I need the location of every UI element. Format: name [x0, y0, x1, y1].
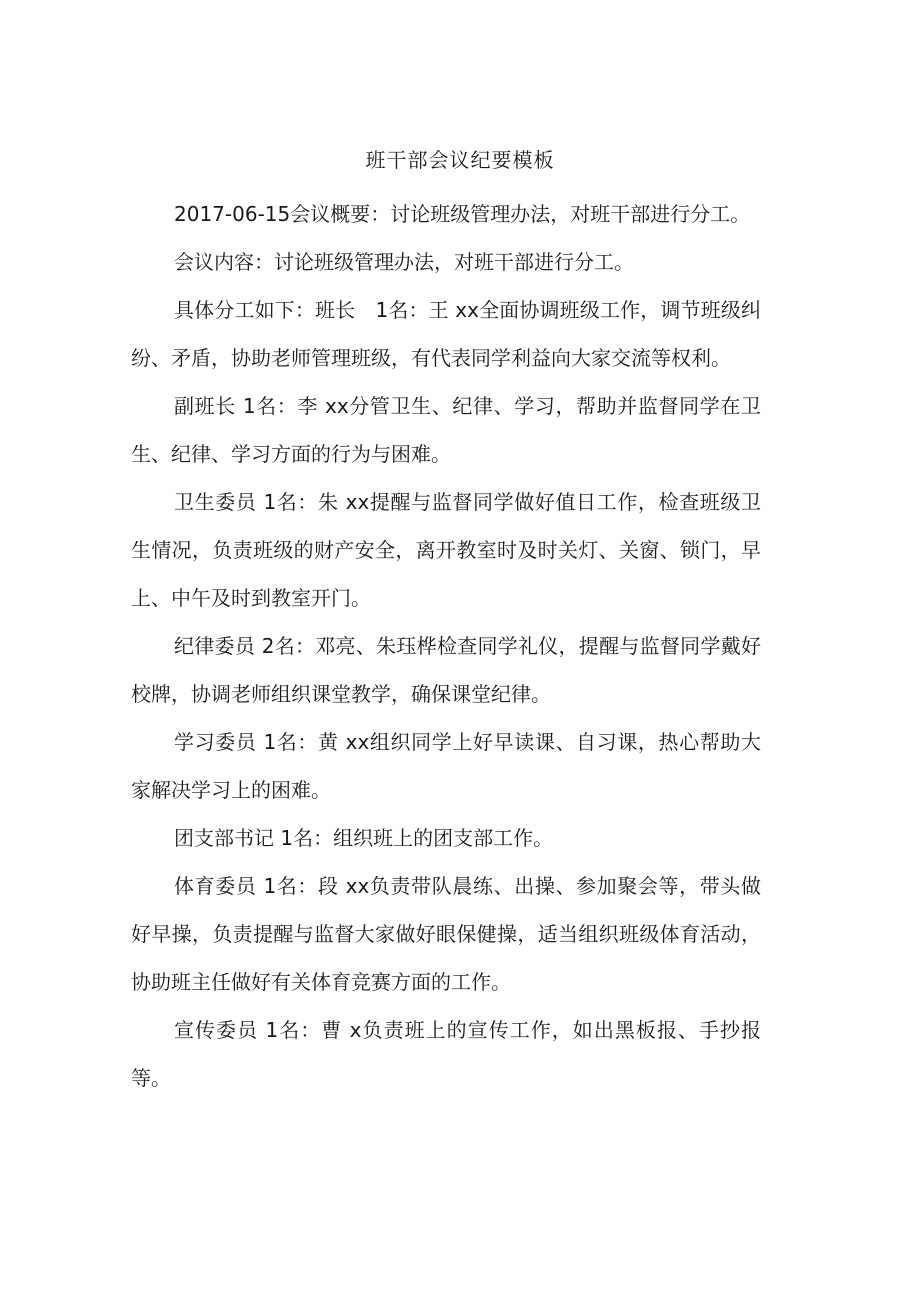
- document-title: 班干部会议纪要模板: [365, 148, 555, 172]
- paragraph-sports-committee: 体育委员 1名：段 xx负责带队晨练、出操、参加聚会等，带头做好早操，负责提醒与监督大家做好眼保健操，适当组织班级体育活动，协助班主任做好有关体育竞赛方面的工作。: [131, 874, 761, 994]
- paragraph-study-committee: 学习委员 1名：黄 xx组织同学上好早读课、自习课，热心帮助大家解决学习上的困难。: [131, 730, 761, 802]
- paragraph-discipline-committee: 纪律委员 2名：邓亮、朱珏桦检查同学礼仪，提醒与监督同学戴好校牌，协调老师组织课堂教学，确保课堂纪律。: [131, 634, 761, 706]
- paragraph-publicity-committee: 宣传委员 1名：曹 x负责班上的宣传工作，如出黑板报、手抄报等。: [131, 1018, 761, 1090]
- paragraph-hygiene-committee: 卫生委员 1名：朱 xx提醒与监督同学做好值日工作，检查班级卫生情况，负责班级的财产安全，离开教室时及时关灯、关窗、锁门，早上、中午及时到教室开门。: [131, 490, 761, 610]
- paragraph-class-monitor: 具体分工如下：班长 1名：王 xx全面协调班级工作，调节班级纠纷、矛盾，协助老师管理班级，有代表同学利益向大家交流等权利。: [131, 298, 761, 370]
- paragraph-meeting-content: 会议内容：讨论班级管理办法，对班干部进行分工。: [174, 250, 634, 274]
- document-body: [131, 190, 761, 1102]
- paragraph-meeting-summary: 2017-06-15会议概要：讨论班级管理办法，对班干部进行分工。: [174, 202, 751, 226]
- paragraph-league-secretary: 团支部书记 1名：组织班上的团支部工作。: [174, 826, 554, 850]
- paragraph-vice-monitor: 副班长 1名：李 xx分管卫生、纪律、学习，帮助并监督同学在卫生、纪律、学习方面的行为与困难。: [131, 394, 761, 466]
